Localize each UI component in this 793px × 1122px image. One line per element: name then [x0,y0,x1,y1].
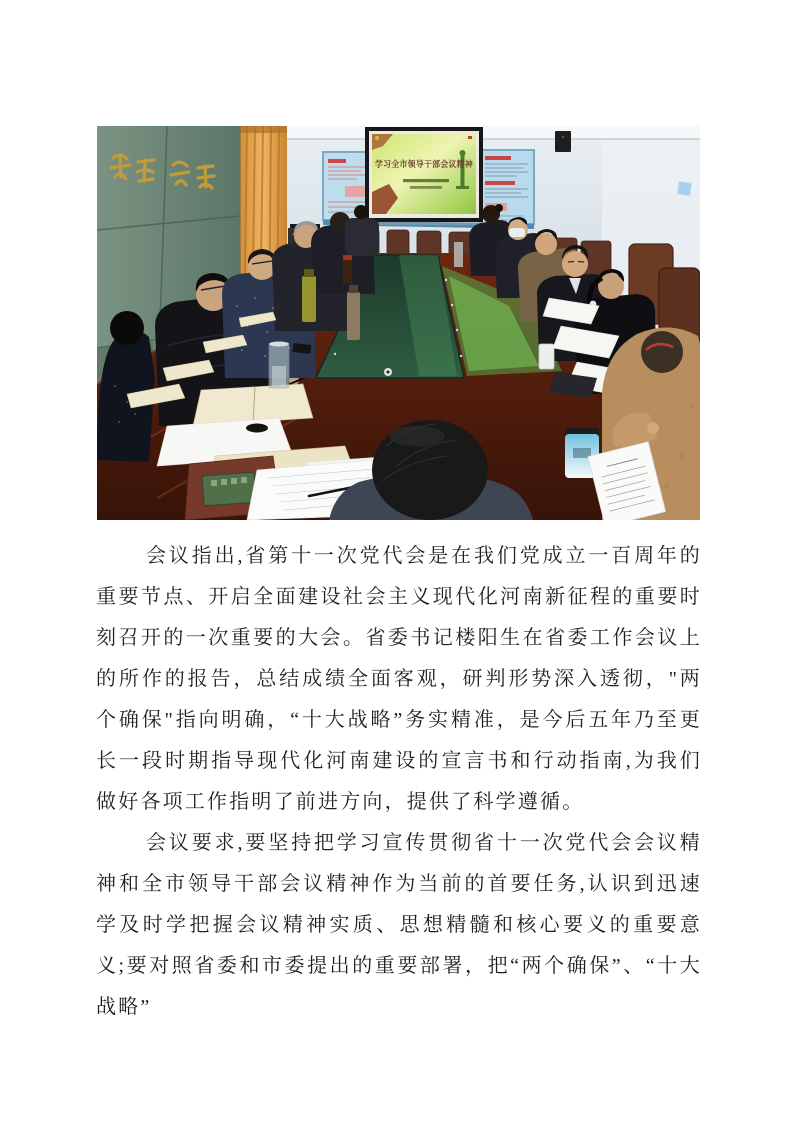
amber-bottle [343,255,352,284]
paragraph-2: 会议要求,要坚持把学习宣传贯彻省十一次党代会会议精神和全市领导干部会议精神作为当前的首要任务,认识到迅速学及时学把握会议精神实质、思想精髓和核心要义的重要意义;要对照省委和市委提出的重要部署，把“两个确保”、“十大战略” [96,832,702,1018]
bronze-thermos [347,285,360,340]
projector-screen [365,127,483,225]
wall-note-paper [677,181,692,196]
glass-cup [269,342,289,389]
olive-bottle [302,269,316,322]
phone [293,343,312,354]
meeting-photo [97,126,700,520]
wall-speaker [555,131,571,152]
slide-subtitle-line [403,179,449,182]
ashtray [246,424,268,433]
clear-bottle [454,242,463,267]
slide-date-line [410,186,442,189]
slide-title: 学习全市领导干部会议精神 [375,160,480,169]
slide-deco-logo [375,136,379,140]
meeting-photo-scene [97,126,700,520]
article-body [96,536,702,1028]
white-cup [539,344,554,369]
paragraph-1: 会议指出,省第十一次党代会是在我们党成立一百周年的重要节点、开启全面建设社会主义现代化河南新征程的重要时刻召开的一次重要的大会。省委书记楼阳生在省委工作会议上的所作的报告，总结成绩全面客观，研判形势深入透彻，"两个确保"指向明确，“十大战略”务实精准，是今后五年乃至更长一段时期指导现代化河南建设的宣言书和行动指南,为我们做好各项工作指明了前进方向，提供了科学遵循。 [96,545,702,813]
